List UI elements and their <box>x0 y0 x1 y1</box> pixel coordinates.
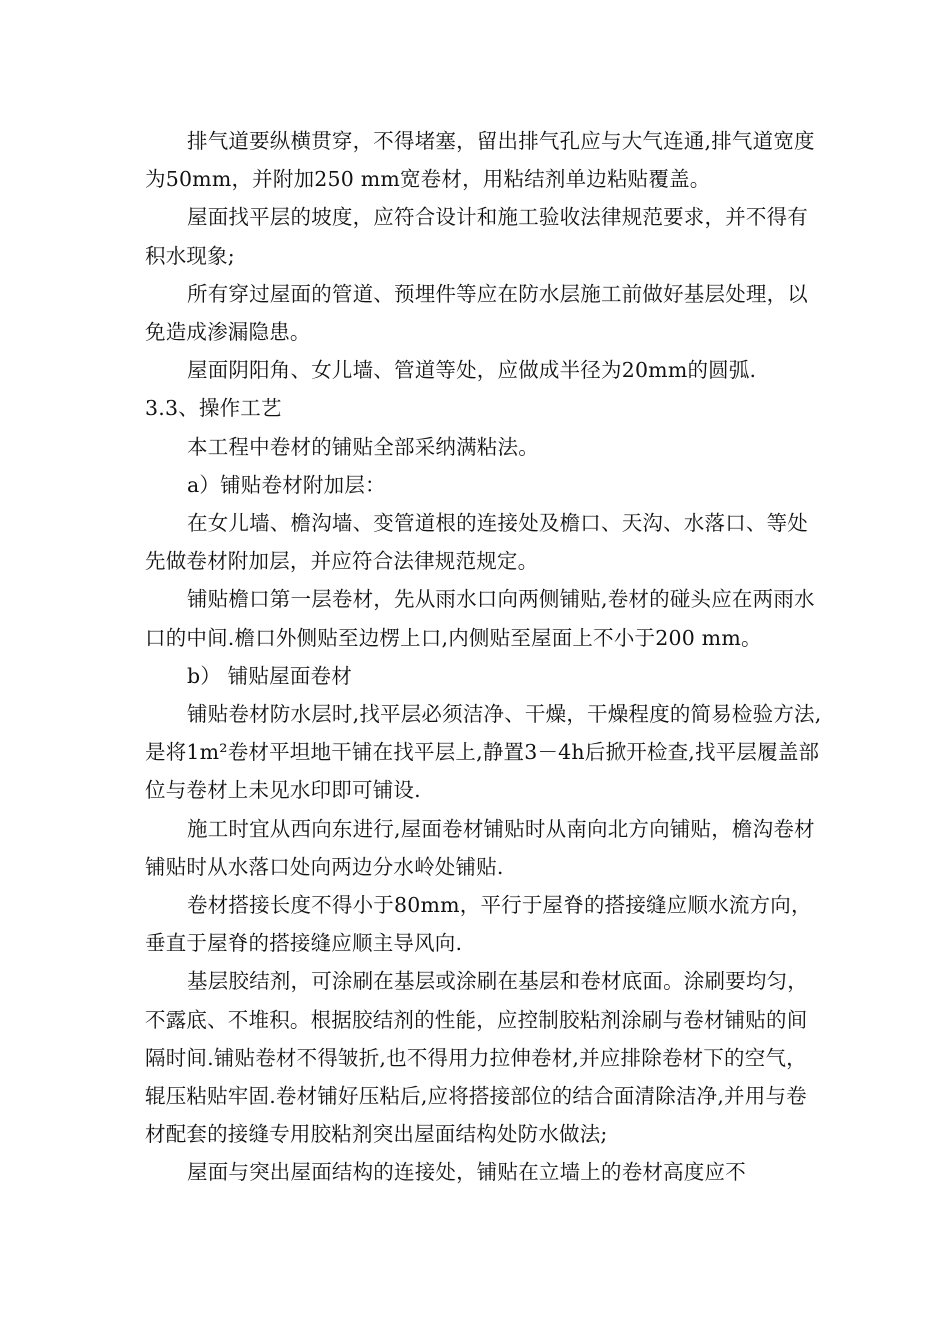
paragraph-corner-radius: 屋面阴阳角、女儿墙、管道等处，应做成半径为20mm的圆弧. <box>187 358 757 383</box>
section-heading-operation-process: 3.3、操作工艺 <box>145 396 282 421</box>
paragraph-exhaust-channel: 排气道要纵横贯穿，不得堵塞，留出排气孔应与大气连通,排气道宽度为50mm，并附加250 mm宽卷材，用粘结剂单边粘贴覆盖。 <box>145 129 815 192</box>
paragraph-pipe-penetrations: 所有穿过屋面的管道、预埋件等应在防水层施工前做好基层处理，以免造成渗漏隐患。 <box>145 281 808 345</box>
subheading-additional-layer: a）铺贴卷材附加层： <box>187 472 386 497</box>
document-body <box>145 122 825 1192</box>
paragraph-base-adhesive: 基层胶结剂，可涂刷在基层或涂刷在基层和卷材底面。涂刷要均匀，不露底、不堆积。根据胶结剂的性能，应控制胶粘剂涂刷与卷材铺贴的间隔时间.铺贴卷材不得皱折,也不得用力拉伸卷材,并应排除卷材下的空气，辊压粘贴牢固.卷材铺好压粘后,应将搭接部位的结合面清除洁净,并用与卷材配套的接缝专用胶粘剂突出屋面结构处防水做法; <box>145 969 808 1147</box>
paragraph-overlap-length: 卷材搭接长度不得小于80mm，平行于屋脊的搭接缝应顺水流方向，垂直于屋脊的搭接缝应顺主导风向. <box>145 893 812 956</box>
subheading-roof-membrane: b） 铺贴屋面卷材 <box>187 663 352 688</box>
paragraph-wall-connection: 屋面与突出屋面结构的连接处，铺贴在立墙上的卷材高度应不 <box>187 1160 746 1185</box>
paragraph-eave-first-layer: 铺贴檐口第一层卷材，先从雨水口向两侧铺贴,卷材的碰头应在两雨水口的中间.檐口外侧贴至边楞上口,内侧贴至屋面上不小于200 mm。 <box>145 587 815 650</box>
paragraph-laying-direction: 施工时宜从西向东进行,屋面卷材铺贴时从南向北方向铺贴，檐沟卷材铺贴时从水落口处向两边分水岭处铺贴. <box>145 816 815 879</box>
paragraph-full-adhesion-method: 本工程中卷材的铺贴全部采纳满粘法。 <box>187 434 539 459</box>
paragraph-additional-layer-locations: 在女儿墙、檐沟墙、变管道根的连接处及檐口、天沟、水落口、等处先做卷材附加层，并应符合法律规范规定。 <box>145 511 808 574</box>
paragraph-leveling-slope: 屋面找平层的坡度，应符合设计和施工验收法律规范要求，并不得有积水现象; <box>145 205 808 268</box>
paragraph-dryness-test: 铺贴卷材防水层时,找平层必须洁净、干燥，干燥程度的简易检验方法,是将1m²卷材平坦地干铺在找平层上,静置3－4h后掀开检查,找平层履盖部位与卷材上未见水印即可铺设. <box>145 702 822 803</box>
